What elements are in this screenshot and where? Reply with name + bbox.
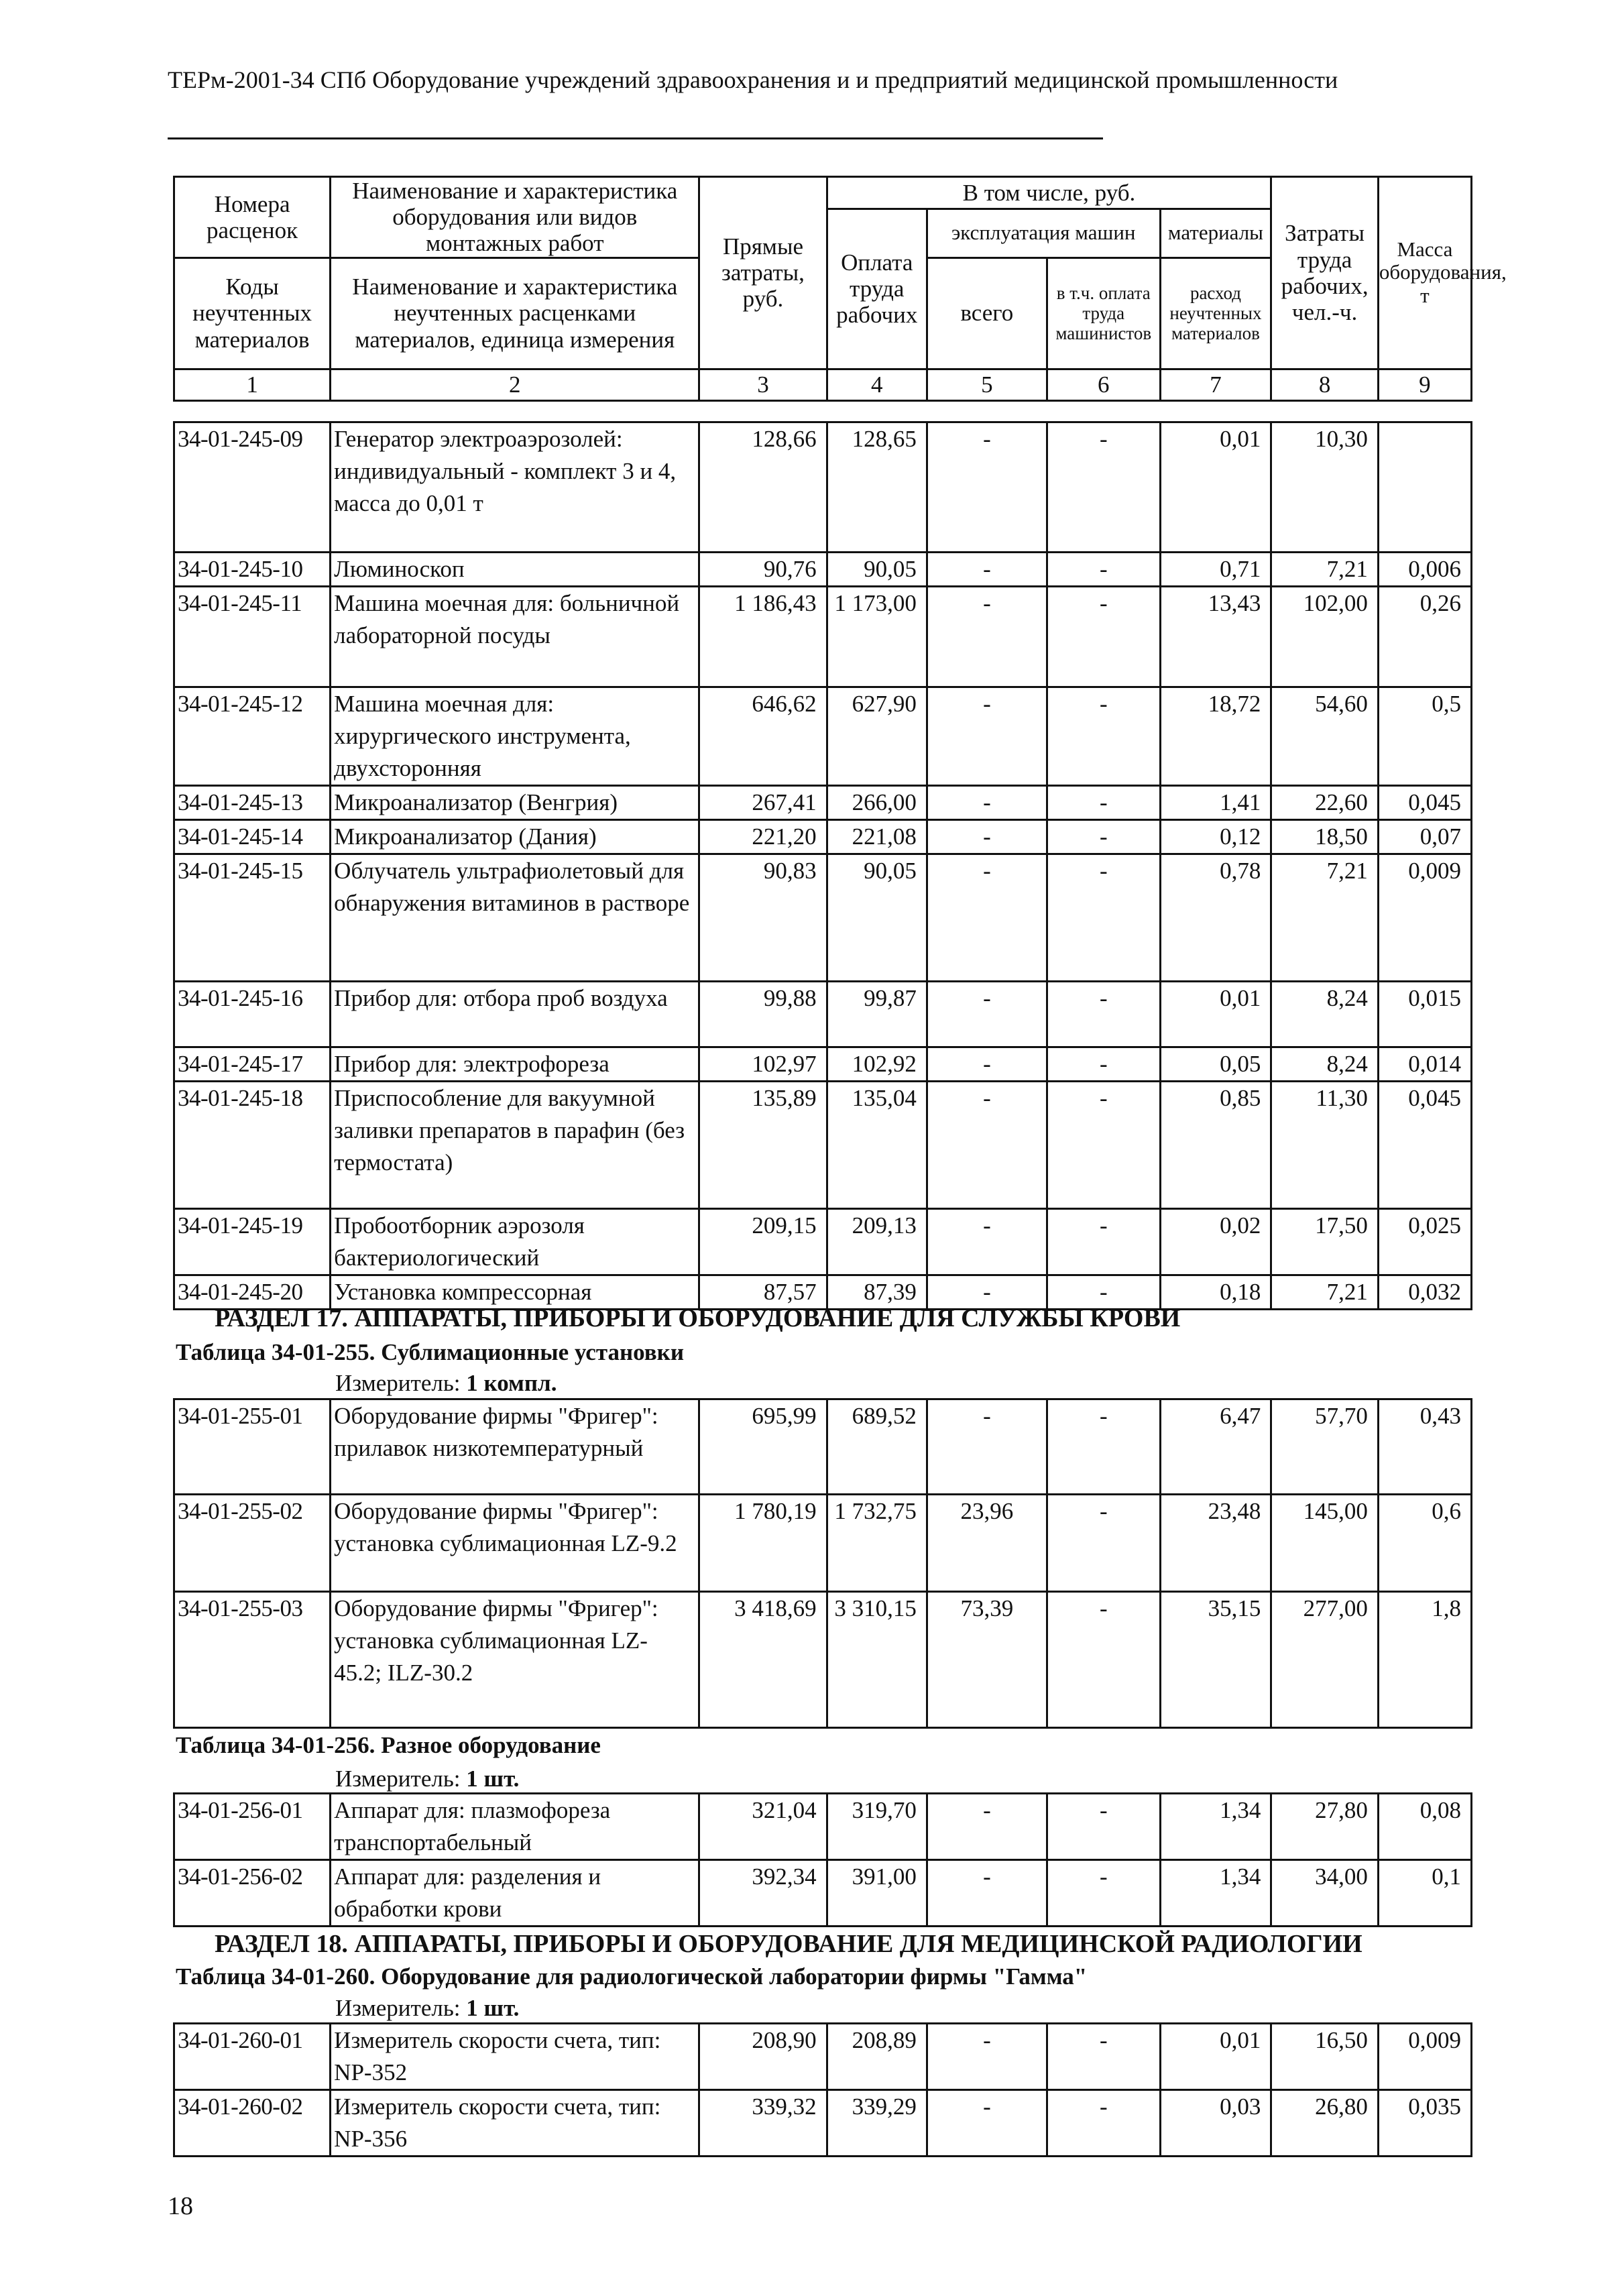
table-header: [173, 176, 1507, 402]
materials-cost: 1,41: [1160, 786, 1271, 820]
table-row: [174, 1592, 1472, 1728]
direct-cost: 3 418,69: [699, 1592, 827, 1728]
table-255-title: Таблица 34-01-255. Сублимационные установки: [176, 1339, 684, 1365]
meter-label: Измеритель:: [335, 1995, 461, 2021]
materials-cost: 13,43: [1160, 587, 1271, 687]
section-18-title: РАЗДЕЛ 18. АППАРАТЫ, ПРИБОРЫ И ОБОРУДОВАНИЕ ДЛЯ МЕДИЦИНСКОЙ РАДИОЛОГИИ: [215, 1930, 1362, 1958]
direct-cost: 321,04: [699, 1794, 827, 1860]
table-260-meter: [335, 1993, 519, 2024]
header-materials: материалы: [1160, 209, 1271, 258]
machine-operator-cost: -: [1047, 587, 1160, 687]
equipment-name: Аппарат для: плазмофореза транспортабельный: [331, 1794, 699, 1860]
meter-label: Измеритель:: [335, 1766, 461, 1792]
labor-cost: 3 310,15: [827, 1592, 927, 1728]
rate-code: 34-01-245-15: [174, 854, 331, 982]
header-col1-top: Номера расценок: [174, 177, 331, 258]
equipment-mass: 0,009: [1378, 2024, 1471, 2090]
rate-code: 34-01-256-02: [174, 1860, 331, 1927]
machine-cost: -: [927, 820, 1047, 854]
header-col4: Оплата труда рабочих: [827, 209, 927, 369]
meter-value: 1 компл.: [466, 1370, 557, 1396]
header-col6: в т.ч. оплата труда машинистов: [1047, 257, 1160, 369]
rates-table-245: [173, 421, 1472, 1310]
header-group: В том числе, руб.: [827, 177, 1271, 209]
equipment-name: Аппарат для: разделения и обработки крови: [331, 1860, 699, 1927]
labor-cost: 689,52: [827, 1399, 927, 1495]
equipment-name: Люминоскоп: [331, 553, 699, 587]
direct-cost: 339,32: [699, 2090, 827, 2157]
machine-operator-cost: -: [1047, 1047, 1160, 1082]
machine-cost: -: [927, 587, 1047, 687]
machine-operator-cost: -: [1047, 1794, 1160, 1860]
equipment-name: Установка компрессорная: [331, 1275, 699, 1310]
rate-code: 34-01-245-19: [174, 1209, 331, 1275]
machine-operator-cost: -: [1047, 1082, 1160, 1209]
direct-cost: 87,57: [699, 1275, 827, 1310]
machine-cost: -: [927, 422, 1047, 553]
machine-cost: -: [927, 2090, 1047, 2157]
header-number: 1: [174, 369, 331, 400]
meter-label: Измеритель:: [335, 1370, 461, 1396]
materials-cost: 0,01: [1160, 982, 1271, 1047]
labor-hours: 16,50: [1271, 2024, 1379, 2090]
table-row: [174, 786, 1472, 820]
direct-cost: 208,90: [699, 2024, 827, 2090]
labor-cost: 102,92: [827, 1047, 927, 1082]
direct-cost: 695,99: [699, 1399, 827, 1495]
labor-cost: 339,29: [827, 2090, 927, 2157]
rate-code: 34-01-245-12: [174, 687, 331, 786]
labor-cost: 209,13: [827, 1209, 927, 1275]
machine-cost: -: [927, 982, 1047, 1047]
page-number: 18: [168, 2192, 193, 2220]
labor-cost: 90,05: [827, 854, 927, 982]
table-row: [174, 1860, 1472, 1927]
rate-code: 34-01-255-03: [174, 1592, 331, 1728]
machine-operator-cost: -: [1047, 553, 1160, 587]
table-256-title: Таблица 34-01-256. Разное оборудование: [176, 1732, 601, 1758]
labor-hours: 8,24: [1271, 982, 1379, 1047]
direct-cost: 267,41: [699, 786, 827, 820]
labor-cost: 87,39: [827, 1275, 927, 1310]
labor-hours: 22,60: [1271, 786, 1379, 820]
rate-code: 34-01-245-10: [174, 553, 331, 587]
machine-cost: -: [927, 1209, 1047, 1275]
table-row: [174, 1082, 1472, 1209]
materials-cost: 1,34: [1160, 1860, 1271, 1927]
equipment-mass: 0,015: [1378, 982, 1471, 1047]
equipment-name: Оборудование фирмы "Фригер": установка сублимационная LZ-45.2; ILZ-30.2: [331, 1592, 699, 1728]
machine-operator-cost: -: [1047, 1860, 1160, 1927]
labor-hours: 57,70: [1271, 1399, 1379, 1495]
table-row: [174, 854, 1472, 982]
table-row: [174, 820, 1472, 854]
materials-cost: 0,12: [1160, 820, 1271, 854]
machine-cost: -: [927, 1275, 1047, 1310]
rate-code: 34-01-245-09: [174, 422, 331, 553]
labor-hours: 145,00: [1271, 1495, 1379, 1592]
labor-hours: 7,21: [1271, 553, 1379, 587]
rate-code: 34-01-245-17: [174, 1047, 331, 1082]
materials-cost: 0,85: [1160, 1082, 1271, 1209]
rates-table-256: [173, 1792, 1472, 1927]
header-col2-top: Наименование и характеристика оборудования или видов монтажных работ: [331, 177, 699, 258]
direct-cost: 135,89: [699, 1082, 827, 1209]
rates-table-260: [173, 2022, 1472, 2157]
machine-cost: -: [927, 854, 1047, 982]
machine-cost: -: [927, 786, 1047, 820]
header-number: 8: [1271, 369, 1379, 400]
labor-hours: 7,21: [1271, 854, 1379, 982]
machine-cost: -: [927, 1860, 1047, 1927]
rate-code: 34-01-256-01: [174, 1794, 331, 1860]
labor-cost: 221,08: [827, 820, 927, 854]
labor-cost: 319,70: [827, 1794, 927, 1860]
machine-cost: -: [927, 687, 1047, 786]
direct-cost: 221,20: [699, 820, 827, 854]
direct-cost: 90,76: [699, 553, 827, 587]
equipment-name: Машина моечная для: больничной лабораторной посуды: [331, 587, 699, 687]
machine-cost: -: [927, 1794, 1047, 1860]
labor-cost: 99,87: [827, 982, 927, 1047]
labor-hours: 54,60: [1271, 687, 1379, 786]
materials-cost: 0,02: [1160, 1209, 1271, 1275]
machine-operator-cost: -: [1047, 2090, 1160, 2157]
equipment-name: Измеритель скорости счета, тип: NP-356: [331, 2090, 699, 2157]
equipment-mass: 0,1: [1378, 1860, 1471, 1927]
table-row: [174, 553, 1472, 587]
table-row: [174, 1794, 1472, 1860]
materials-cost: 0,03: [1160, 2090, 1271, 2157]
equipment-mass: 0,006: [1378, 553, 1471, 587]
document-title: ТЕРм-2001-34 СПб Оборудование учреждений здравоохранения и и предприятий медицинской промышленности: [168, 66, 1338, 93]
table-row: [174, 2024, 1472, 2090]
rate-code: 34-01-260-02: [174, 2090, 331, 2157]
rate-code: 34-01-245-18: [174, 1082, 331, 1209]
equipment-name: Машина моечная для: хирургического инструмента, двухсторонняя: [331, 687, 699, 786]
equipment-name: Оборудование фирмы "Фригер": установка сублимационная LZ-9.2: [331, 1495, 699, 1592]
header-col5: всего: [927, 257, 1047, 369]
header-number: 5: [927, 369, 1047, 400]
machine-operator-cost: -: [1047, 1592, 1160, 1728]
header-number: 4: [827, 369, 927, 400]
machine-operator-cost: -: [1047, 1399, 1160, 1495]
table-row: [174, 2090, 1472, 2157]
materials-cost: 0,01: [1160, 422, 1271, 553]
table-row: [174, 422, 1472, 553]
materials-cost: 0,05: [1160, 1047, 1271, 1082]
rate-code: 34-01-245-11: [174, 587, 331, 687]
labor-hours: 17,50: [1271, 1209, 1379, 1275]
rate-code: 34-01-245-16: [174, 982, 331, 1047]
equipment-name: Приспособление для вакуумной заливки препаратов в парафин (без термостата): [331, 1082, 699, 1209]
labor-hours: 18,50: [1271, 820, 1379, 854]
machine-cost: 73,39: [927, 1592, 1047, 1728]
machine-operator-cost: -: [1047, 786, 1160, 820]
machine-operator-cost: -: [1047, 422, 1160, 553]
equipment-name: Оборудование фирмы "Фригер": прилавок низкотемпературный: [331, 1399, 699, 1495]
materials-cost: 23,48: [1160, 1495, 1271, 1592]
header-col9: Масса оборудования, т: [1378, 177, 1471, 369]
labor-cost: 90,05: [827, 553, 927, 587]
table-260-title: Таблица 34-01-260. Оборудование для радиологической лаборатории фирмы "Гамма": [176, 1963, 1088, 1990]
header-col8: Затраты труда рабочих, чел.-ч.: [1271, 177, 1379, 369]
labor-cost: 627,90: [827, 687, 927, 786]
table-row: [174, 687, 1472, 786]
materials-cost: 35,15: [1160, 1592, 1271, 1728]
meter-value: 1 шт.: [466, 1995, 520, 2021]
machine-cost: 23,96: [927, 1495, 1047, 1592]
labor-cost: 135,04: [827, 1082, 927, 1209]
materials-cost: 1,34: [1160, 1794, 1271, 1860]
title-divider: [168, 137, 1103, 139]
labor-hours: 26,80: [1271, 2090, 1379, 2157]
rates-table-255: [173, 1398, 1472, 1729]
meter-value: 1 шт.: [466, 1766, 520, 1792]
header-number: 2: [331, 369, 699, 400]
table-row: [174, 587, 1472, 687]
equipment-name: Микроанализатор (Дания): [331, 820, 699, 854]
direct-cost: 90,83: [699, 854, 827, 982]
rate-code: 34-01-260-01: [174, 2024, 331, 2090]
table-256-meter: [335, 1764, 519, 1794]
table-row: [174, 1047, 1472, 1082]
labor-hours: 34,00: [1271, 1860, 1379, 1927]
materials-cost: 0,78: [1160, 854, 1271, 982]
table-row: [174, 1399, 1472, 1495]
labor-hours: 277,00: [1271, 1592, 1379, 1728]
labor-hours: 11,30: [1271, 1082, 1379, 1209]
rate-code: 34-01-245-20: [174, 1275, 331, 1310]
header-col1-bottom: Коды неучтенных материалов: [174, 257, 331, 369]
materials-cost: 0,71: [1160, 553, 1271, 587]
equipment-mass: 1,8: [1378, 1592, 1471, 1728]
header-col3: Прямые затраты, руб.: [699, 177, 827, 369]
labor-cost: 1 173,00: [827, 587, 927, 687]
direct-cost: 1 780,19: [699, 1495, 827, 1592]
machine-operator-cost: -: [1047, 820, 1160, 854]
equipment-mass: 0,26: [1378, 587, 1471, 687]
equipment-mass: 0,045: [1378, 786, 1471, 820]
labor-hours: 8,24: [1271, 1047, 1379, 1082]
equipment-mass: 0,035: [1378, 2090, 1471, 2157]
direct-cost: 646,62: [699, 687, 827, 786]
equipment-name: Микроанализатор (Венгрия): [331, 786, 699, 820]
materials-cost: 0,01: [1160, 2024, 1271, 2090]
rate-code: 34-01-245-14: [174, 820, 331, 854]
machine-cost: -: [927, 1082, 1047, 1209]
machine-operator-cost: -: [1047, 2024, 1160, 2090]
direct-cost: 102,97: [699, 1047, 827, 1082]
machine-operator-cost: -: [1047, 1495, 1160, 1592]
materials-cost: 18,72: [1160, 687, 1271, 786]
equipment-mass: 0,009: [1378, 854, 1471, 982]
equipment-name: Прибор для: отбора проб воздуха: [331, 982, 699, 1047]
machine-cost: -: [927, 553, 1047, 587]
equipment-mass: 0,5: [1378, 687, 1471, 786]
direct-cost: 392,34: [699, 1860, 827, 1927]
table-row: [174, 982, 1472, 1047]
equipment-mass: 0,43: [1378, 1399, 1471, 1495]
equipment-mass: 0,07: [1378, 820, 1471, 854]
machine-operator-cost: -: [1047, 854, 1160, 982]
equipment-mass: 0,014: [1378, 1047, 1471, 1082]
header-col2-bottom: Наименование и характеристика неучтенных расценками материалов, единица измерения: [331, 257, 699, 369]
header-number: 7: [1160, 369, 1271, 400]
section-17-title: РАЗДЕЛ 17. АППАРАТЫ, ПРИБОРЫ И ОБОРУДОВАНИЕ ДЛЯ СЛУЖБЫ КРОВИ: [215, 1304, 1181, 1332]
equipment-mass: 0,025: [1378, 1209, 1471, 1275]
direct-cost: 1 186,43: [699, 587, 827, 687]
labor-hours: 27,80: [1271, 1794, 1379, 1860]
machine-operator-cost: -: [1047, 1209, 1160, 1275]
direct-cost: 209,15: [699, 1209, 827, 1275]
table-row: [174, 1209, 1472, 1275]
equipment-mass: 0,045: [1378, 1082, 1471, 1209]
equipment-name: Прибор для: электрофореза: [331, 1047, 699, 1082]
equipment-mass: [1378, 422, 1471, 553]
rate-code: 34-01-255-01: [174, 1399, 331, 1495]
direct-cost: 99,88: [699, 982, 827, 1047]
header-machines: эксплуатация машин: [927, 209, 1160, 258]
materials-cost: 6,47: [1160, 1399, 1271, 1495]
machine-operator-cost: -: [1047, 687, 1160, 786]
equipment-mass: 0,08: [1378, 1794, 1471, 1860]
labor-hours: 10,30: [1271, 422, 1379, 553]
rate-code: 34-01-255-02: [174, 1495, 331, 1592]
equipment-name: Генератор электроаэрозолей: индивидуальный - комплект 3 и 4, масса до 0,01 т: [331, 422, 699, 553]
labor-hours: 7,21: [1271, 1275, 1379, 1310]
equipment-mass: 0,6: [1378, 1495, 1471, 1592]
labor-cost: 266,00: [827, 786, 927, 820]
labor-hours: 102,00: [1271, 587, 1379, 687]
machine-operator-cost: -: [1047, 982, 1160, 1047]
equipment-name: Облучатель ультрафиолетовый для обнаружения витаминов в растворе: [331, 854, 699, 982]
machine-operator-cost: -: [1047, 1275, 1160, 1310]
machine-cost: -: [927, 1399, 1047, 1495]
table-row: [174, 1495, 1472, 1592]
materials-cost: 0,18: [1160, 1275, 1271, 1310]
labor-cost: 128,65: [827, 422, 927, 553]
header-number: 3: [699, 369, 827, 400]
equipment-name: Измеритель скорости счета, тип: NP-352: [331, 2024, 699, 2090]
header-number: 6: [1047, 369, 1160, 400]
labor-cost: 1 732,75: [827, 1495, 927, 1592]
labor-cost: 391,00: [827, 1860, 927, 1927]
header-number: 9: [1378, 369, 1471, 400]
rate-code: 34-01-245-13: [174, 786, 331, 820]
header-col7: расход неучтенных материалов: [1160, 257, 1271, 369]
direct-cost: 128,66: [699, 422, 827, 553]
machine-cost: -: [927, 2024, 1047, 2090]
table-255-meter: [335, 1368, 557, 1399]
machine-cost: -: [927, 1047, 1047, 1082]
labor-cost: 208,89: [827, 2024, 927, 2090]
equipment-name: Пробоотборник аэрозоля бактериологический: [331, 1209, 699, 1275]
equipment-mass: 0,032: [1378, 1275, 1471, 1310]
